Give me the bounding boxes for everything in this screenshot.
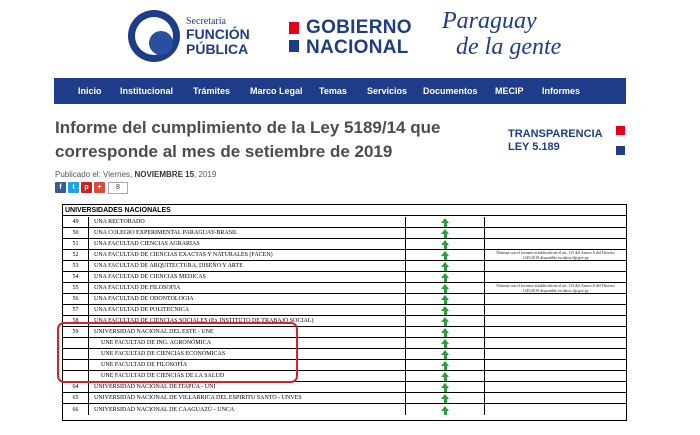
row-status-cell [405, 239, 485, 249]
row-institution-name: UNA FACULTAD DE CIENCIAS SOCIALES (Ex INSTITUTO DE TRABAJO SOCIAL) [94, 318, 314, 324]
green-up-arrow-icon[interactable] [441, 361, 449, 366]
row-institution-name: UNIVERSIDAD NACIONAL DEL ESTE - UNE [94, 329, 214, 335]
table-header: UNIVERSIDADES NACIONALES [63, 205, 626, 216]
pinterest-icon[interactable]: p [81, 182, 92, 193]
green-up-arrow-icon[interactable] [441, 284, 449, 289]
row-number: 65 [63, 393, 89, 403]
row-institution-name: UNE FACULTAD DE CIENCIAS DE LA SALUD [101, 373, 225, 379]
row-institution-name: UNIVERSIDAD NACIONAL DE VILLARRICA DEL ESPIRITU SANTO - UNVES [94, 395, 302, 401]
share-count: 8 [108, 182, 128, 194]
row-number: 56 [63, 294, 89, 304]
row-note [485, 360, 626, 370]
row-number: 51 [63, 239, 89, 249]
red-square-icon [616, 126, 625, 135]
nav-documentos[interactable]: Documentos [423, 86, 478, 96]
republic-seal-logo[interactable] [128, 10, 180, 62]
row-status-cell [405, 349, 485, 359]
blue-square-icon [616, 146, 625, 155]
publica-label: PÚBLICA [186, 41, 249, 57]
row-note [485, 261, 626, 271]
green-up-arrow-icon[interactable] [441, 262, 449, 267]
row-status-cell [405, 316, 485, 326]
row-note [485, 338, 626, 348]
row-number: 58 [63, 316, 89, 326]
table-row [63, 404, 626, 415]
gobierno-label: GOBIERNO [306, 17, 412, 38]
green-up-arrow-icon[interactable] [441, 273, 449, 278]
green-up-arrow-icon[interactable] [441, 218, 449, 223]
row-institution-name: UNE FACULTAD DE CIENCIAS ECONÓMICAS [101, 351, 226, 357]
green-up-arrow-icon[interactable] [441, 328, 449, 333]
row-note [485, 393, 626, 403]
transparencia-banner[interactable] [508, 128, 603, 154]
nav-inicio[interactable]: Inicio [78, 86, 102, 96]
facebook-icon[interactable]: f [55, 182, 66, 193]
table-row [63, 382, 626, 393]
green-up-arrow-icon[interactable] [441, 372, 449, 377]
row-note [485, 228, 626, 238]
nav-tramites[interactable]: Trámites [193, 86, 231, 96]
table-row [63, 217, 626, 228]
row-institution-name: UNA FACULTAD DE CIENCIAS MEDICAS [94, 274, 206, 280]
main-nav [54, 78, 626, 104]
slogan-line1: Paraguay [442, 8, 537, 34]
row-status-cell [405, 393, 485, 403]
row-number: 50 [63, 228, 89, 238]
green-up-arrow-icon[interactable] [441, 350, 449, 355]
row-note: Nómina con el formato establecido en el art. 115 del Anexo A del Decreto 1145/2019 disponible en datos.sfp.gov.py [496, 283, 615, 293]
universities-table [62, 204, 627, 421]
row-note [485, 382, 626, 392]
table-row [63, 283, 626, 294]
row-note [485, 404, 626, 415]
row-number: 49 [63, 217, 89, 227]
row-institution-name: UNA COLEGIO EXPERIMENTAL PARAGUAY-BRASIL [94, 230, 238, 236]
row-number: 64 [63, 382, 89, 392]
secretaria-label: Secretaría [186, 16, 226, 27]
table-row [63, 261, 626, 272]
row-institution-name: UNA FACULTAD DE CIENCIAS EXACTAS Y NATURALES (FACEN) [94, 252, 273, 258]
row-status-cell [405, 327, 485, 337]
sfp-logo-text[interactable] [186, 27, 250, 57]
nav-mecip[interactable]: MECIP [495, 86, 524, 96]
gobierno-nacional-logo[interactable] [306, 18, 412, 58]
row-institution-name: UNA FACULTAD CIENCIAS AGRARIAS [94, 241, 200, 247]
highlight-annotation [57, 322, 298, 383]
row-institution-name: UNA RECTORADO [94, 219, 145, 225]
row-status-cell [405, 382, 485, 392]
nav-servicios[interactable]: Servicios [367, 86, 408, 96]
flag-mark-icon [289, 22, 299, 52]
row-institution-name: UNA FACULTAD DE ODONTOLOGIA [94, 296, 194, 302]
row-note [485, 316, 626, 326]
table-row [63, 294, 626, 305]
nav-temas[interactable]: Temas [319, 86, 347, 96]
green-up-arrow-icon[interactable] [441, 406, 449, 411]
nav-informes[interactable]: Informes [542, 86, 581, 96]
green-up-arrow-icon[interactable] [441, 339, 449, 344]
green-up-arrow-icon[interactable] [441, 251, 449, 256]
row-note [485, 371, 626, 381]
googleplus-icon[interactable]: + [94, 182, 105, 193]
row-number: 66 [63, 404, 89, 415]
transparencia-line2: LEY 5.189 [508, 141, 560, 153]
row-institution-name: UNIVERSIDAD NACIONAL DE ITAPÚA - UNI [94, 384, 216, 390]
table-row [63, 305, 626, 316]
nacional-label: NACIONAL [306, 37, 409, 58]
page-title: Informe del cumplimiento de la Ley 5189/14 que corresponde al mes de setiembre de 2019 [55, 118, 441, 161]
publish-date-value: NOVIEMBRE 15 [134, 170, 195, 179]
publish-year: , 2019 [194, 170, 217, 179]
row-status-cell [405, 360, 485, 370]
row-status-cell [405, 261, 485, 271]
row-note [485, 217, 626, 227]
twitter-icon[interactable]: t [68, 182, 79, 193]
row-status-cell [405, 305, 485, 315]
green-up-arrow-icon[interactable] [441, 240, 449, 245]
row-status-cell [405, 294, 485, 304]
table-row [63, 272, 626, 283]
transparencia-line1: TRANSPARENCIA [508, 128, 603, 140]
nav-institucional[interactable]: Institucional [120, 86, 174, 96]
table-row [63, 393, 626, 404]
row-number: 54 [63, 272, 89, 282]
row-note [485, 272, 626, 282]
row-number: 57 [63, 305, 89, 315]
slogan-line2: de la gente [456, 34, 562, 60]
row-note [485, 349, 626, 359]
row-status-cell [405, 283, 485, 293]
row-status-cell [405, 228, 485, 238]
green-up-arrow-icon[interactable] [441, 295, 449, 300]
green-up-arrow-icon[interactable] [441, 306, 449, 311]
row-institution-name: UNA FACULTAD DE POLITECNICA [94, 307, 190, 313]
row-number: 55 [63, 283, 89, 293]
row-institution-name: UNE FACULTAD DE FILOSOFÍA [101, 362, 188, 368]
row-number: 53 [63, 261, 89, 271]
row-note [485, 239, 626, 249]
slogan-logo [442, 8, 561, 60]
seal-star-icon [149, 31, 173, 55]
row-number: 52 [63, 250, 89, 260]
green-up-arrow-icon[interactable] [441, 229, 449, 234]
publish-prefix: Publicado el: Viernes, [55, 170, 133, 179]
row-number: 59 [63, 327, 89, 337]
row-status-cell [405, 217, 485, 227]
green-up-arrow-icon[interactable] [441, 383, 449, 388]
row-note [485, 305, 626, 315]
green-up-arrow-icon[interactable] [441, 317, 449, 322]
row-institution-name: UNA FACULTAD DE ARQUITECTURA, DISEÑO Y ARTE [94, 263, 243, 269]
row-institution-name: UNIVERSIDAD NACIONAL DE CAAGUAZÚ - UNCA [94, 406, 235, 413]
row-status-cell [405, 371, 485, 381]
green-up-arrow-icon[interactable] [441, 394, 449, 399]
row-status-cell [405, 338, 485, 348]
row-institution-name: UNE FACULTAD DE ING. AGRONÓMICA [101, 340, 212, 346]
row-status-cell [405, 250, 485, 260]
row-note [485, 327, 626, 337]
row-status-cell [405, 272, 485, 282]
row-status-cell [405, 404, 485, 415]
table-row [63, 250, 626, 261]
row-institution-name: UNA FACULTAD DE FILOSOFIA [94, 285, 181, 291]
row-note [485, 294, 626, 304]
table-row [63, 239, 626, 250]
nav-marco-legal[interactable]: Marco Legal [250, 86, 303, 96]
table-row [63, 228, 626, 239]
funcion-label: FUNCIÓN [186, 26, 250, 42]
row-note: Nómina con el formato establecido en el art. 115 del Anexo A del Decreto 1145/2019 disponible en datos.sfp.gov.py [496, 250, 615, 260]
seal-ring [135, 17, 173, 55]
site-header [0, 0, 700, 78]
publish-date [55, 170, 216, 179]
